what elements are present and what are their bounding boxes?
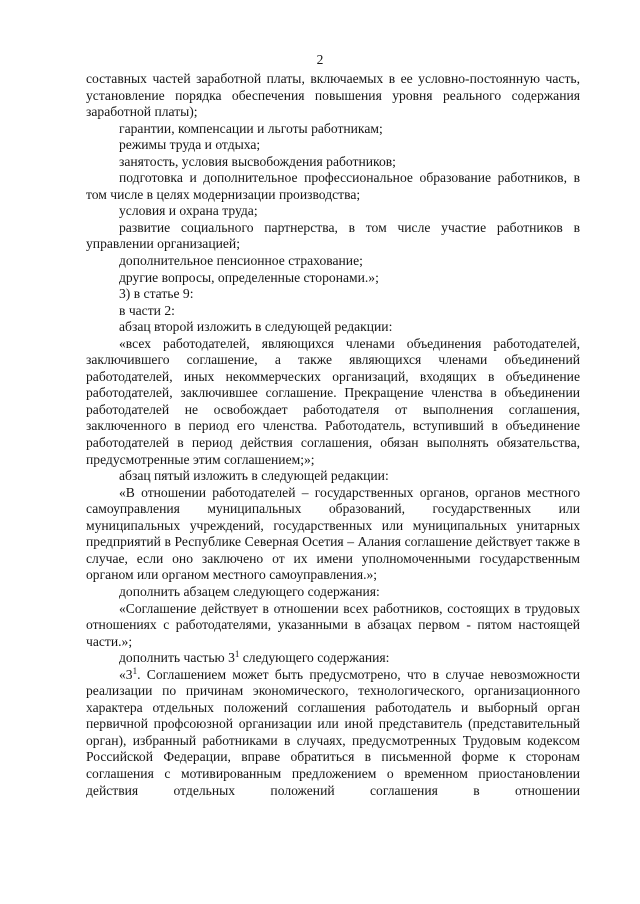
paragraph: занятость, условия высвобождения работников; [119, 153, 396, 169]
paragraph: «всех работодателей, являющихся членами объединения работодателей, заключившего соглашение, а также являющихся членами объединений работодателей, иных некоммерческих организаций, входящих в объединение работодателей, заключившее соглашение. Прекращение членства в объединении работодателей не освобождает работодателя от выполнения соглашения, заключенного в период его членства. Работодатель, вступивший в объединение работодателей в период действия соглашения, обязан выполнять обязательства, предусмотренные этим соглашением;»; [86, 335, 580, 467]
paragraph: абзац пятый изложить в следующей редакции: [119, 468, 389, 484]
paragraph: режимы труда и отдыха; [119, 137, 261, 153]
paragraph: составных частей заработной платы, включаемых в ее условно-постоянную часть, установление порядка обеспечения повышения уровня реального содержания заработной платы); [86, 71, 580, 120]
paragraph-text: дополнить частью 3 [119, 650, 235, 666]
page-number: 2 [316, 52, 324, 67]
paragraph-text: следующего содержания: [239, 650, 390, 666]
paragraph [86, 667, 580, 799]
paragraph: дополнительное пенсионное страхование; [119, 253, 363, 269]
paragraph: абзац второй изложить в следующей редакции: [119, 319, 393, 335]
paragraph: дополнить абзацем следующего содержания: [119, 583, 380, 599]
paragraph: гарантии, компенсации и льготы работникам; [119, 120, 383, 136]
paragraph-text: . Соглашением может быть предусмотрено, что в случае невозможности реализации по причинам экономического, технологического, организационного характера отдельных положений соглашения работодатель и выборный орган первичной профсоюзной организации или иной представитель (представительный орган), избранный работниками в случаях, предусмотренных Трудовым кодексом Российской Федерации, вправе обратиться в письменной форме к сторонам соглашения с мотивированным предложением о временном приостановлении действия отдельных положений соглашения в отношении [86, 666, 580, 798]
paragraph: 3) в статье 9: [119, 286, 194, 302]
paragraph-text: «3 [119, 666, 133, 682]
paragraph: другие вопросы, определенные сторонами.»; [119, 269, 379, 285]
paragraph: «Соглашение действует в отношении всех работников, состоящих в трудовых отношениях с работодателями, указанными в абзацах первом - пятом настоящей части.»; [86, 600, 580, 649]
paragraph: развитие социального партнерства, в том числе участие работников в управлении организацией; [86, 219, 580, 252]
document-body [86, 71, 580, 799]
paragraph: условия и охрана труда; [119, 203, 258, 219]
paragraph: подготовка и дополнительное профессиональное образование работников, в том числе в целях модернизации производства; [86, 170, 580, 202]
superscript: 1 [234, 649, 240, 660]
paragraph: в части 2: [119, 302, 175, 318]
paragraph [86, 650, 580, 667]
paragraph: «В отношении работодателей – государственных органов, органов местного самоуправления муниципальных образований, государственных или муниципальных учреждений, государственных или муниципальных унитарных предприятий в Республике Северная Осетия – Алания соглашение действует также в случае, если оно заключено от их имени уполномоченными государственным органом или органом местного самоуправления.»; [86, 484, 580, 583]
superscript: 1 [132, 665, 138, 676]
